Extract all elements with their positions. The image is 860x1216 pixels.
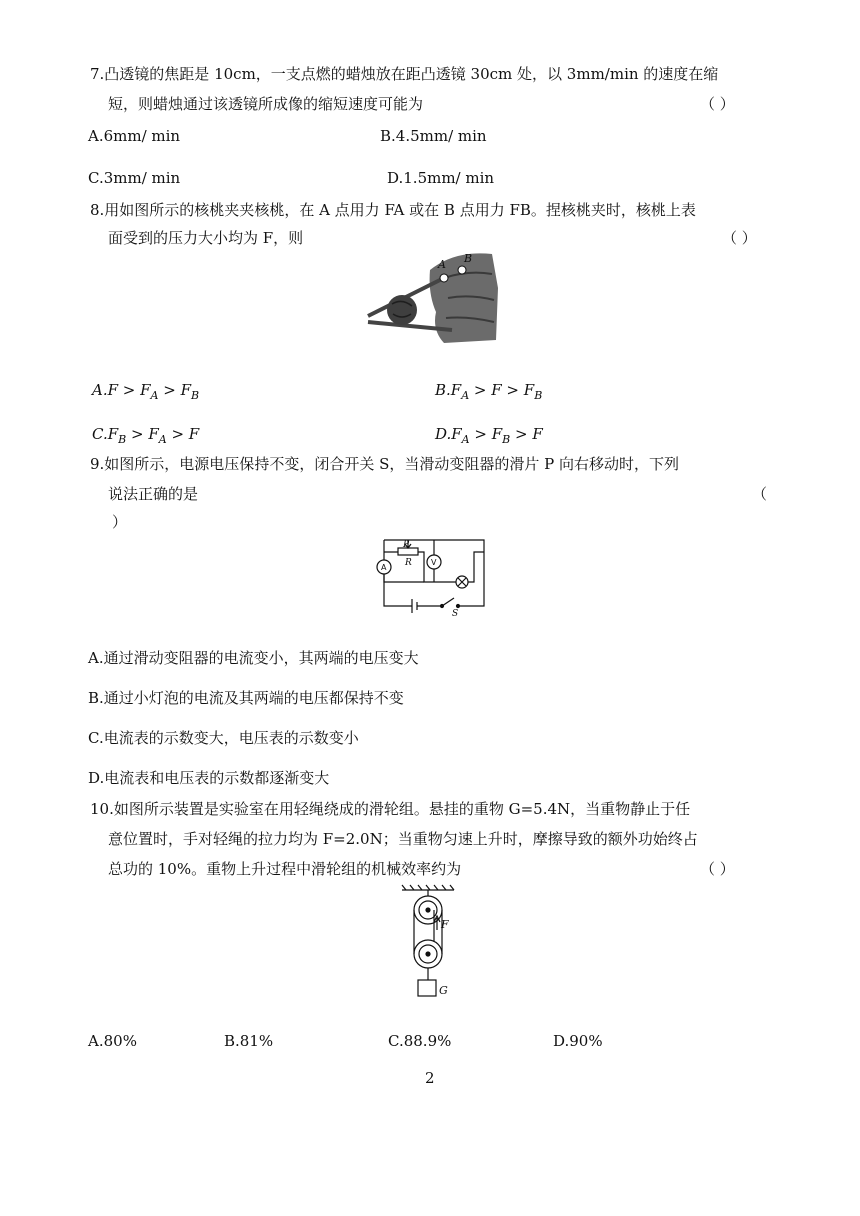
q8-option-d: $D.F_A > F_B > F$	[435, 425, 543, 446]
q7-answer-paren: （ ）	[700, 95, 735, 113]
q7-stem-line1: 7.凸透镜的焦距是 10cm，一支点燃的蜡烛放在距凸透镜 30cm 处，以 3mm/min 的速度在缩	[90, 65, 719, 83]
q9-option-d: D.电流表和电压表的示数都逐渐变大	[88, 769, 330, 787]
ammeter-label: A	[381, 563, 387, 572]
point-b-label: B	[464, 252, 473, 265]
q10-option-d: D.90%	[553, 1032, 603, 1050]
q9-option-b: B.通过小灯泡的电流及其两端的电压都保持不变	[88, 689, 404, 707]
q10-option-b: B.81%	[224, 1032, 274, 1050]
voltmeter-label: V	[431, 558, 437, 567]
q8-answer-paren: （ ）	[722, 229, 757, 247]
switch-s-label: S	[452, 609, 459, 616]
q8-stem-line1: 8.用如图所示的核桃夹夹核桃，在 A 点用力 FA 或在 B 点用力 FB。捏核桃夹时，核桃上表	[90, 201, 696, 219]
q8-option-b: $B.F_A > F > F_B$	[435, 381, 543, 402]
q7-option-d: D.1.5mm/ min	[387, 169, 495, 187]
q9-answer-paren-close: ）	[112, 513, 128, 531]
q9-answer-paren-open: （	[752, 485, 768, 503]
rheostat-r-label: R	[405, 558, 412, 568]
q8-option-a: $A.F > F_A > F_B$	[92, 381, 200, 402]
q7-stem-line2: 短，则蜡烛通过该透镜所成像的缩短速度可能为	[108, 95, 424, 113]
q8-stem-line2: 面受到的压力大小均为 F，则	[108, 229, 304, 247]
q9-option-c: C.电流表的示数变大，电压表的示数变小	[88, 729, 359, 747]
q7-option-a: A.6mm/ min	[88, 127, 181, 145]
q10-stem-line2: 意位置时，手对轻绳的拉力均为 F=2.0N；当重物匀速上升时，摩擦导致的额外功始终占	[108, 830, 698, 848]
circuit-figure	[372, 534, 492, 616]
q10-stem-line3: 总功的 10%。重物上升过程中滑轮组的机械效率约为	[108, 860, 462, 878]
q9-stem-line2: 说法正确的是	[108, 485, 199, 503]
q7-option-b: B.4.5mm/ min	[380, 127, 487, 145]
q9-option-a: A.通过滑动变阻器的电流变小，其两端的电压变大	[88, 649, 419, 667]
force-f-label: F	[441, 918, 449, 931]
slider-p-label: P	[403, 540, 410, 550]
page-number: 2	[425, 1069, 435, 1087]
q8-option-c: $C.F_B > F_A > F$	[92, 425, 200, 446]
q7-option-c: C.3mm/ min	[88, 169, 181, 187]
q10-option-a: A.80%	[88, 1032, 137, 1050]
pulley-figure	[398, 884, 462, 1004]
q10-stem-line1: 10.如图所示装置是实验室在用轻绳绕成的滑轮组。悬挂的重物 G=5.4N，当重物静止于任	[90, 800, 691, 818]
nutcracker-figure	[360, 248, 500, 348]
point-a-label: A	[438, 258, 446, 271]
weight-g-label: G	[439, 984, 448, 997]
q10-answer-paren: （ ）	[700, 860, 735, 878]
q9-stem-line1: 9.如图所示，电源电压保持不变，闭合开关 S，当滑动变阻器的滑片 P 向右移动时，下列	[90, 455, 679, 473]
q10-option-c: C.88.9%	[388, 1032, 452, 1050]
